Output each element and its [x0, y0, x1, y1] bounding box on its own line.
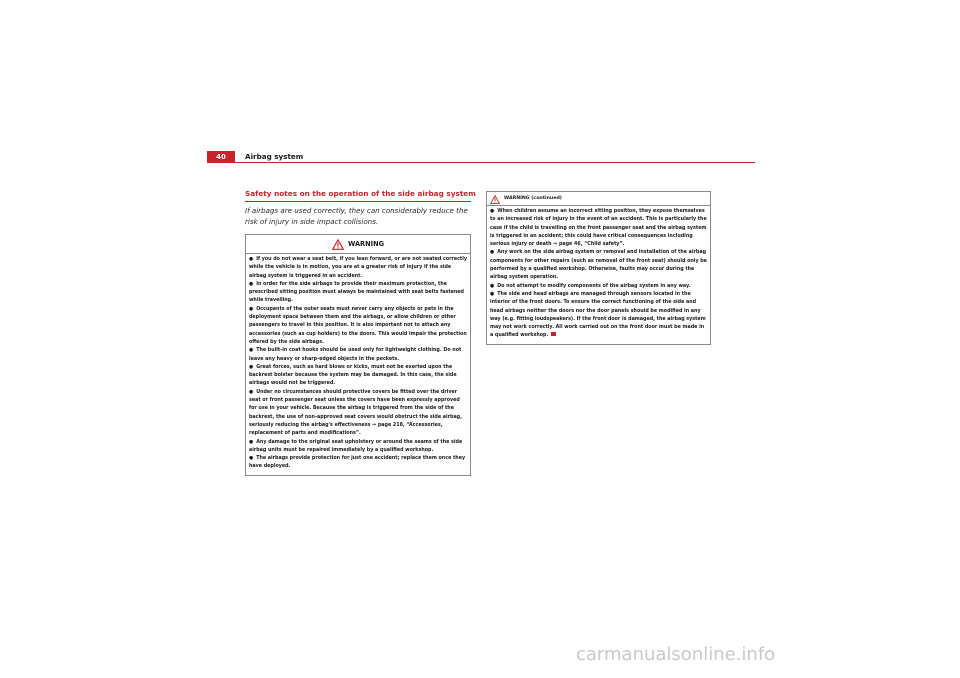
warning-triangle-icon	[332, 235, 344, 254]
bullet-icon: ●	[249, 281, 254, 287]
warning-item-text: Occupants of the outer seats must never carry any objects or pets in the deployment space between them and the airbags, or allow children or other passengers to travel in this position. It is also important not to attach any accessories (such as cup holders) to the doors. This would impair the protection offered by the side airbags.	[249, 306, 467, 345]
warning-header-continued	[487, 192, 710, 206]
warning-item-text: Under no circumstances should protective covers be fitted over the driver seat or front passenger seat unless the covers have been expressly approved for use in your vehicle. Because the airbag is triggered from the side of the backrest, the use of non-approved seat covers would obstruct the side airbag, seriously reducing the airbag's effectiveness ⇒ page 218, “Accessories, replacement of parts and modifications”.	[249, 389, 462, 437]
warning-item	[249, 455, 467, 472]
right-column	[486, 191, 711, 345]
warning-item	[249, 347, 467, 364]
bullet-icon: ●	[249, 389, 254, 395]
warning-body-continued	[487, 206, 710, 344]
warning-item	[249, 281, 467, 306]
bullet-icon: ●	[249, 364, 254, 370]
warning-label-continued: WARNING (continued)	[504, 196, 562, 201]
bullet-icon: ●	[490, 283, 495, 289]
warning-item	[249, 364, 467, 389]
warning-header	[246, 235, 470, 254]
bullet-icon: ●	[249, 257, 254, 262]
warning-label: WARNING	[347, 240, 385, 248]
bullet-icon: ●	[249, 439, 254, 445]
warning-item	[490, 208, 707, 249]
warning-item-text: The airbags provide protection for just one accident; replace them once they have deployed.	[249, 456, 466, 470]
end-of-section-icon	[551, 332, 556, 336]
warning-item-text: If you do not wear a seat belt, if you lean forward, or are not seated correctly while the vehicle is in motion, you are at a greater risk of injury if the side airbag system is triggered in an accident.	[249, 257, 467, 279]
section-intro: If airbags are used correctly, they can considerably reduce the risk of injury in side impact collisions.	[245, 206, 468, 226]
section-title: Safety notes on the operation of the side airbag system	[245, 189, 476, 198]
warning-item-text: Any damage to the original seat upholstery or around the seams of the side airbag units must be repaired immediately by a qualified workshop.	[249, 439, 463, 453]
warning-item-text: The side and head airbags are managed through sensors located in the interior of the front doors. To ensure the correct functioning of the side and head airbags neither the doors nor the door panels should be modified in any way (e.g. fitting loudspeakers). If the front door is damaged, the airbag system may not work correctly. All work carried out on the front door must be made in a qualified workshop.	[490, 291, 706, 339]
warning-item	[490, 291, 707, 341]
warning-item-text: In order for the side airbags to provide their maximum protection, the prescribed sitting position must always be maintained with seat belts fastened while travelling.	[249, 281, 464, 304]
chapter-title: Airbag system	[245, 152, 304, 161]
bullet-icon: ●	[249, 306, 254, 312]
warning-item-text: Great forces, such as hard blows or kicks, must not be exerted upon the backrest bolster because the system may be damaged. In this case, the side airbags would not be triggered.	[249, 364, 457, 387]
bullet-icon: ●	[490, 209, 495, 214]
bullet-icon: ●	[490, 291, 495, 297]
warning-item	[490, 283, 707, 291]
bullet-icon: ●	[249, 348, 254, 354]
section-title-rule	[245, 201, 471, 202]
bullet-icon: ●	[249, 456, 254, 462]
warning-item-text: When children assume an incorrect sitting position, they expose themselves to an increased risk of injury in the event of an accident. This is particularly the case if the child is travelling on the front passenger seat and the airbag system is triggered in an accident; this could have critical consequences including serious injury or death ⇒ page 46, “Child safety”.	[490, 209, 707, 248]
bullet-icon: ●	[490, 250, 495, 256]
warning-box-continued	[486, 191, 711, 345]
warning-item	[249, 306, 467, 347]
warning-item	[490, 249, 707, 282]
warning-item-text: The built-in coat hooks should be used only for lightweight clothing. Do not leave any heavy or sharp-edged objects in the pockets.	[249, 348, 462, 362]
warning-item	[249, 389, 467, 439]
warning-box	[245, 234, 471, 476]
warning-item-text: Any work on the side airbag system or removal and installation of the airbag components for other repairs (such as removal of the front seat) should only be performed by a qualified workshop. Otherwise, faults may occur during the airbag system operation.	[490, 250, 707, 281]
watermark: carmanualsonline.info	[576, 644, 776, 665]
warning-item	[249, 439, 467, 456]
header-divider	[207, 162, 755, 163]
warning-item-text: Do not attempt to modify components of the airbag system in any way.	[497, 283, 691, 289]
page-number: 40	[207, 151, 235, 162]
warning-triangle-icon	[490, 189, 500, 208]
left-column	[245, 189, 476, 476]
warning-body	[246, 254, 470, 475]
warning-item	[249, 256, 467, 281]
